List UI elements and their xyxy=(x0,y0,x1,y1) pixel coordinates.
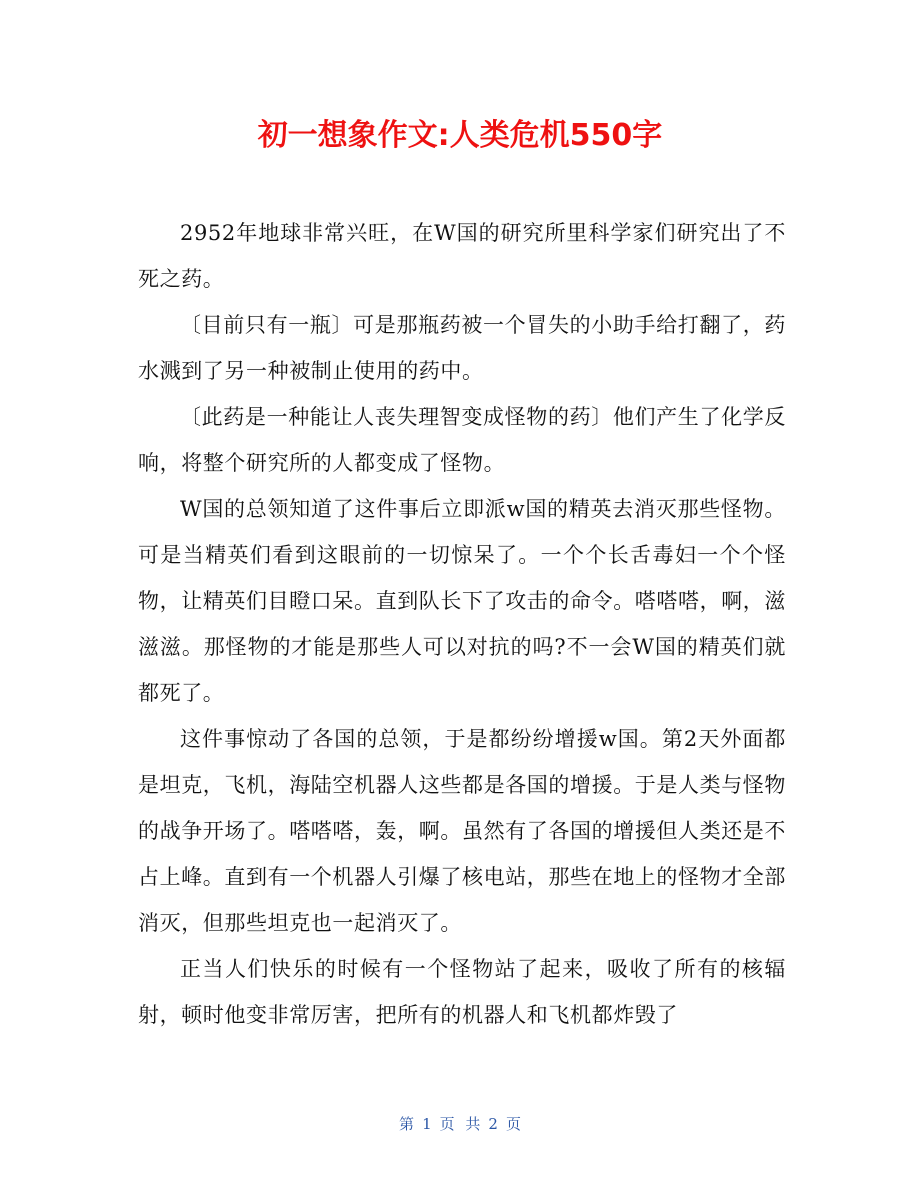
paragraph-1: 2952年地球非常兴旺，在W国的研究所里科学家们研究出了不死之药。 xyxy=(138,221,786,291)
document-body xyxy=(138,210,786,1038)
paragraph-4: W国的总领知道了这件事后立即派w国的精英去消灭那些怪物。可是当精英们看到这眼前的一切惊呆了。一个个长舌毒妇一个个怪物，让精英们目瞪口呆。直到队长下了攻击的命令。嗒嗒嗒，啊，滋滋滋。那怪物的才能是那些人可以对抗的吗?不一会W国的精英们就都死了。 xyxy=(138,497,786,705)
footer-page-total: 2 xyxy=(488,1115,498,1133)
paragraph-6: 正当人们快乐的时候有一个怪物站了起来，吸收了所有的核辐射，顿时他变非常厉害，把所有的机器人和飞机都炸毁了 xyxy=(138,957,786,1027)
footer-page-number: 1 xyxy=(422,1115,432,1133)
document-title: 初一想象作文:人类危机550字 xyxy=(257,118,663,153)
footer-mid: 页 共 xyxy=(439,1115,481,1133)
footer-suffix: 页 xyxy=(505,1115,521,1133)
page-footer xyxy=(0,1112,920,1136)
footer-prefix: 第 xyxy=(399,1115,415,1133)
paragraph-3: 〔此药是一种能让人丧失理智变成怪物的药〕他们产生了化学反响，将整个研究所的人都变成了怪物。 xyxy=(138,405,786,475)
paragraph-2: 〔目前只有一瓶〕可是那瓶药被一个冒失的小助手给打翻了，药水溅到了另一种被制止使用的药中。 xyxy=(138,313,786,383)
paragraph-5: 这件事惊动了各国的总领，于是都纷纷增援w国。第2天外面都是坦克，飞机，海陆空机器人这些都是各国的增援。于是人类与怪物的战争开场了。嗒嗒嗒，轰，啊。虽然有了各国的增援但人类还是不占上峰。直到有一个机器人引爆了核电站，那些在地上的怪物才全部消灭，但那些坦克也一起消灭了。 xyxy=(138,727,786,935)
